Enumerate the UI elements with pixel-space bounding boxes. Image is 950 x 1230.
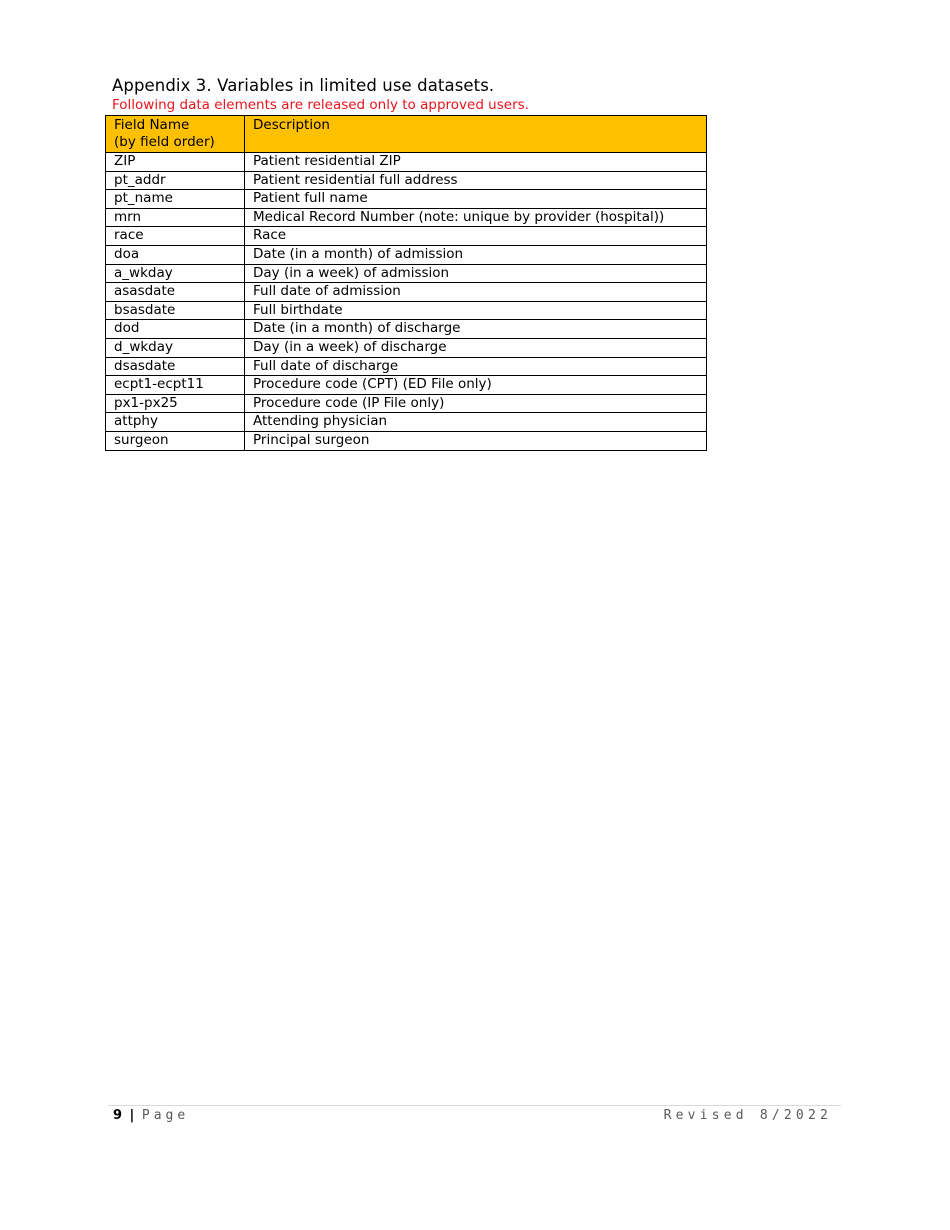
page-subtitle: Following data elements are released only to approved users. (112, 97, 529, 113)
table-row (106, 190, 707, 209)
field-name-cell: asasdate (106, 283, 245, 302)
description-cell: Patient residential ZIP (245, 153, 707, 172)
description-cell: Patient residential full address (245, 171, 707, 190)
description-cell: Medical Record Number (note: unique by provider (hospital)) (245, 208, 707, 227)
header-field-name: Field Name (by field order) (106, 116, 245, 153)
table-row (106, 227, 707, 246)
table-row (106, 283, 707, 302)
field-name-cell: pt_name (106, 190, 245, 209)
description-cell: Principal surgeon (245, 431, 707, 450)
field-name-cell: doa (106, 245, 245, 264)
field-name-cell: bsasdate (106, 301, 245, 320)
field-name-cell: race (106, 227, 245, 246)
field-name-cell: d_wkday (106, 338, 245, 357)
page-title: Appendix 3. Variables in limited use datasets. (112, 76, 495, 95)
field-name-cell: pt_addr (106, 171, 245, 190)
table-row (106, 357, 707, 376)
table-row (106, 264, 707, 283)
description-cell: Day (in a week) of discharge (245, 338, 707, 357)
description-cell: Full date of admission (245, 283, 707, 302)
header-description: Description (245, 116, 707, 153)
field-name-cell: dod (106, 320, 245, 339)
description-cell: Full birthdate (245, 301, 707, 320)
description-cell: Date (in a month) of admission (245, 245, 707, 264)
description-cell: Patient full name (245, 190, 707, 209)
description-cell: Race (245, 227, 707, 246)
table-header-row (106, 116, 707, 153)
field-name-cell: dsasdate (106, 357, 245, 376)
footer-separator: | (128, 1108, 136, 1123)
description-cell: Procedure code (IP File only) (245, 394, 707, 413)
table-row (106, 394, 707, 413)
field-name-cell: mrn (106, 208, 245, 227)
description-cell: Day (in a week) of admission (245, 264, 707, 283)
description-cell: Procedure code (CPT) (ED File only) (245, 376, 707, 395)
page-label: Page (141, 1108, 190, 1123)
table-row (106, 153, 707, 172)
table-row (106, 320, 707, 339)
field-name-cell: surgeon (106, 431, 245, 450)
variables-table (105, 115, 707, 451)
footer-page-number (113, 1108, 189, 1123)
table-row (106, 431, 707, 450)
description-cell: Date (in a month) of discharge (245, 320, 707, 339)
table-row (106, 208, 707, 227)
field-name-cell: ecpt1-ecpt11 (106, 376, 245, 395)
table-row (106, 376, 707, 395)
table-row (106, 171, 707, 190)
field-name-cell: px1-px25 (106, 394, 245, 413)
field-name-cell: attphy (106, 413, 245, 432)
description-cell: Attending physician (245, 413, 707, 432)
table-row (106, 338, 707, 357)
field-name-cell: a_wkday (106, 264, 245, 283)
table-row (106, 413, 707, 432)
table-row (106, 301, 707, 320)
field-name-cell: ZIP (106, 153, 245, 172)
footer-divider (108, 1105, 841, 1106)
table-row (106, 245, 707, 264)
table-body (106, 153, 707, 451)
page-number: 9 (113, 1108, 123, 1123)
footer-revised-date: Revised 8/2022 (663, 1108, 832, 1123)
description-cell: Full date of discharge (245, 357, 707, 376)
